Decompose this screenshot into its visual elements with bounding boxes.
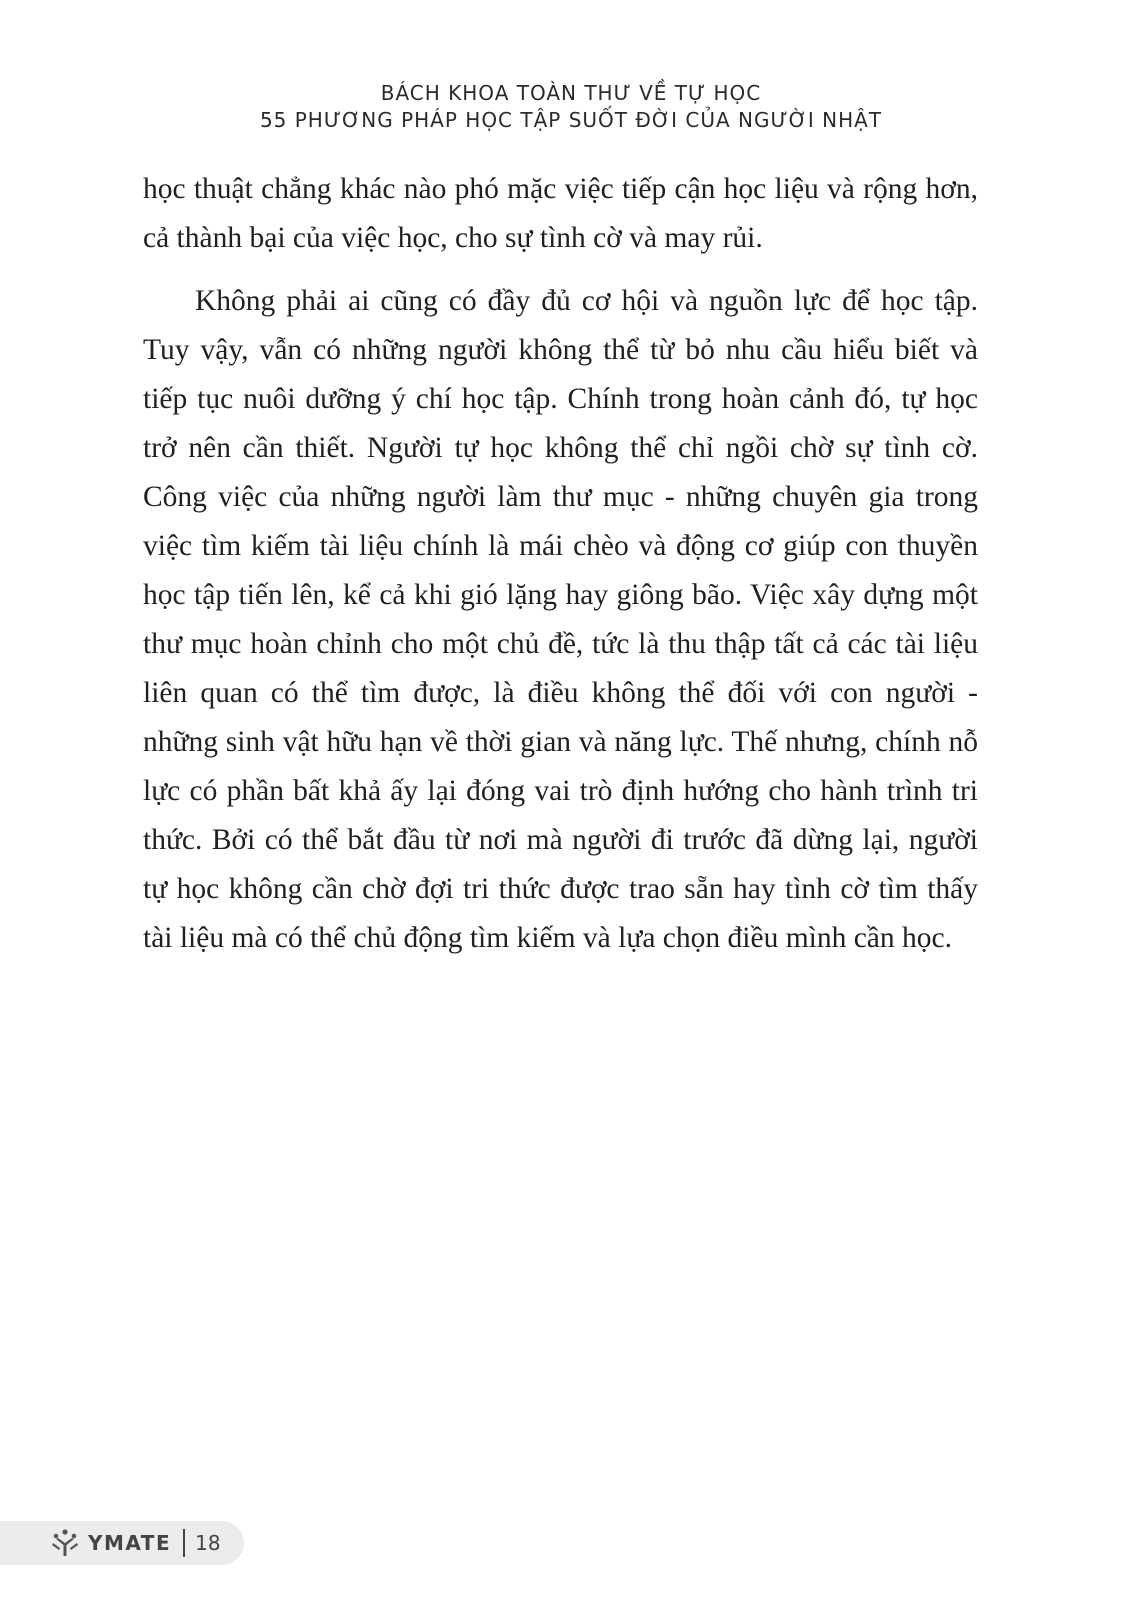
body-text	[143, 165, 978, 963]
book-subtitle: 55 PHƯƠNG PHÁP HỌC TẬP SUỐT ĐỜI CỦA NGƯỜI NHẬT	[259, 108, 883, 132]
paragraph: Không phải ai cũng có đầy đủ cơ hội và nguồn lực để học tập. Tuy vậy, vẫn có những người không thể từ bỏ nhu cầu hiểu biết và tiếp tục nuôi dưỡng ý chí học tập. Chính trong hoàn cảnh đó, tự học trở nên cần thiết. Người tự học không thể chỉ ngồi chờ sự tình cờ. Công việc của những người làm thư mục - những chuyên gia trong việc tìm kiếm tài liệu chính là mái chèo và động cơ giúp con thuyền học tập tiến lên, kể cả khi gió lặng hay giông bão. Việc xây dựng một thư mục hoàn chỉnh cho một chủ đề, tức là thu thập tất cả các tài liệu liên quan có thể tìm được, là điều không thể đối với con người - những sinh vật hữu hạn về thời gian và năng lực. Thế nhưng, chính nỗ lực có phần bất khả ấy lại đóng vai trò định hướng cho hành trình tri thức. Bởi có thể bắt đầu từ nơi mà người đi trước đã dừng lại, người tự học không cần chờ đợi tri thức được trao sẵn hay tình cờ tìm thấy tài liệu mà có thể chủ động tìm kiếm và lựa chọn điều mình cần học.	[143, 285, 978, 954]
running-header	[0, 80, 1142, 134]
brand-name: YMATE	[88, 1531, 172, 1555]
book-title: BÁCH KHOA TOÀN THƯ VỀ TỰ HỌC	[380, 81, 762, 105]
ymate-logo-icon	[50, 1528, 80, 1558]
page-number: 18	[195, 1531, 221, 1555]
paragraph-continued: học thuật chẳng khác nào phó mặc việc tiếp cận học liệu và rộng hơn, cả thành bại của việc học, cho sự tình cờ và may rủi.	[143, 173, 978, 254]
footer-divider	[183, 1529, 185, 1557]
page-footer	[0, 1521, 244, 1565]
